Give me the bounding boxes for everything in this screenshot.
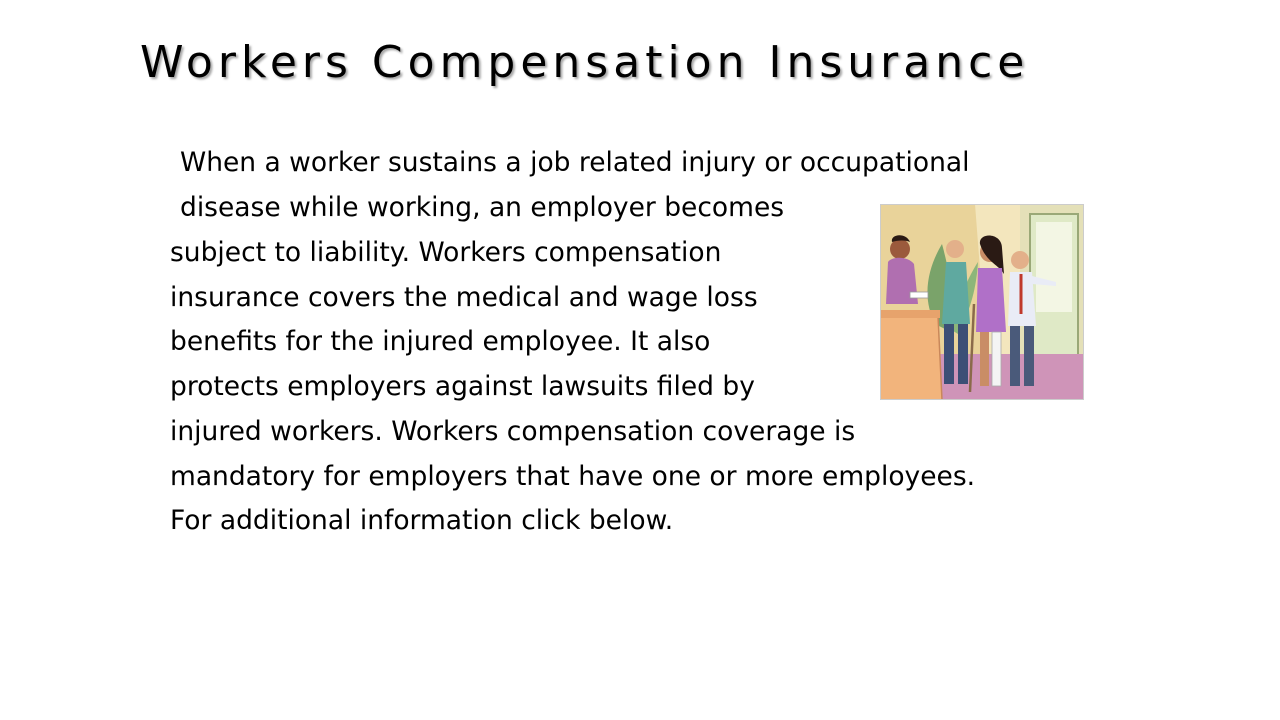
- body-line: insurance covers the medical and wage loss: [170, 282, 758, 313]
- body-line: injured workers. Workers compensation coverage is: [170, 416, 856, 447]
- body-line: For additional information click below.: [170, 505, 674, 536]
- slide-title: Workers Compensation Insurance: [140, 37, 1030, 88]
- office-reception-clipart-icon: [880, 204, 1084, 400]
- body-line: When a worker sustains a job related injury or occupational: [180, 147, 970, 178]
- body-line: protects employers against lawsuits filed by: [170, 371, 755, 402]
- body-line: disease while working, an employer becomes: [180, 192, 785, 223]
- body-line: subject to liability. Workers compensation: [170, 237, 722, 268]
- body-line: mandatory for employers that have one or more employees.: [170, 461, 976, 492]
- body-line: benefits for the injured employee. It also: [170, 326, 711, 357]
